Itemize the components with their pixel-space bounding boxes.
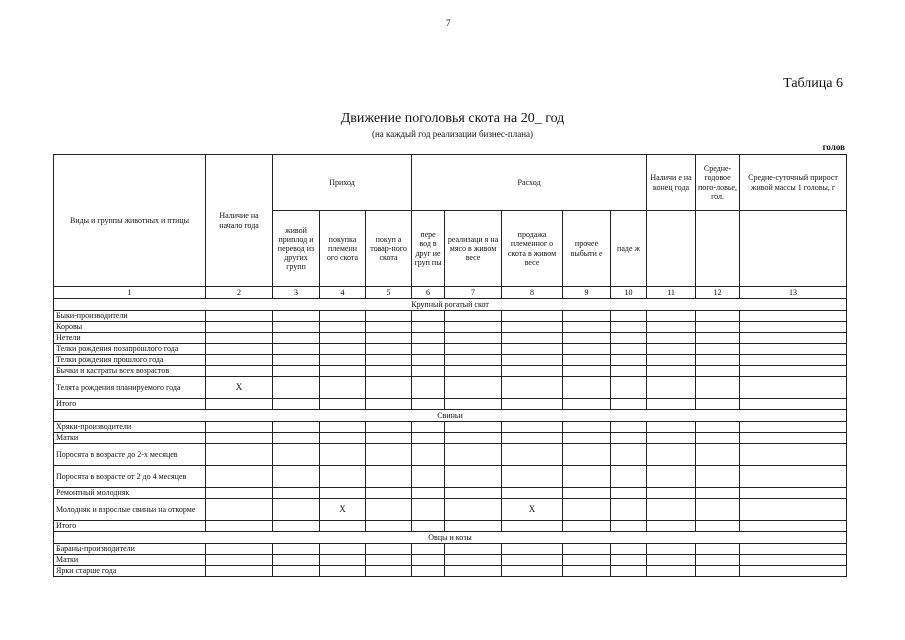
table-cell[interactable] [502, 311, 563, 322]
table-cell[interactable] [502, 433, 563, 444]
column-number: 12 [696, 287, 740, 299]
table-cell[interactable] [366, 422, 412, 433]
table-cell[interactable] [412, 355, 445, 366]
table-row [54, 555, 847, 566]
table-cell[interactable] [563, 422, 611, 433]
table-cell[interactable] [366, 344, 412, 355]
table-cell[interactable] [563, 377, 611, 399]
row-name: Телки рождения прошлого года [54, 355, 206, 366]
table-cell[interactable] [445, 377, 502, 399]
table-cell[interactable] [696, 433, 740, 444]
table-cell[interactable] [445, 488, 502, 499]
table-cell[interactable] [611, 433, 647, 444]
table-cell[interactable] [740, 466, 847, 488]
table-cell[interactable] [611, 399, 647, 410]
table-cell[interactable] [647, 366, 696, 377]
table-row [54, 377, 847, 399]
table-cell[interactable] [611, 499, 647, 521]
table-cell[interactable] [445, 322, 502, 333]
table-row [54, 433, 847, 444]
table-cell[interactable] [647, 311, 696, 322]
table-cell[interactable] [611, 366, 647, 377]
row-name: Нетели [54, 333, 206, 344]
table-cell[interactable] [502, 377, 563, 399]
table-cell[interactable] [502, 466, 563, 488]
table-cell[interactable] [206, 433, 273, 444]
column-number-row [54, 287, 847, 299]
table-cell[interactable] [696, 322, 740, 333]
table-cell[interactable] [740, 499, 847, 521]
header-expense-other: прочее выбыти е [563, 211, 611, 287]
table-cell[interactable] [696, 544, 740, 555]
column-number: 11 [647, 287, 696, 299]
table-cell[interactable] [563, 444, 611, 466]
table-cell[interactable] [206, 399, 273, 410]
row-name: Бараны-производители [54, 544, 206, 555]
table-cell[interactable] [366, 399, 412, 410]
section-row [54, 532, 847, 544]
excluded-mark[interactable]: Х [502, 499, 563, 521]
table-cell[interactable] [273, 311, 320, 322]
column-number: 5 [366, 287, 412, 299]
column-number: 1 [54, 287, 206, 299]
table-row [54, 422, 847, 433]
table-cell[interactable] [320, 466, 366, 488]
table-cell[interactable] [696, 399, 740, 410]
table-cell[interactable] [445, 355, 502, 366]
table-cell[interactable] [206, 311, 273, 322]
table-cell[interactable] [696, 366, 740, 377]
table-cell[interactable] [206, 355, 273, 366]
table-cell[interactable] [273, 488, 320, 499]
header-avg-year: Средне-годовое пого-ловье, гол. [696, 155, 740, 211]
table-cell[interactable] [273, 555, 320, 566]
row-name: Телята рождения планируемого года [54, 377, 206, 399]
table-cell[interactable] [206, 422, 273, 433]
row-name: Поросята в возрасте до 2-х месяцев [54, 444, 206, 466]
table-cell[interactable] [647, 344, 696, 355]
row-name: Итого [54, 521, 206, 532]
table-cell[interactable] [412, 466, 445, 488]
table-cell[interactable] [740, 566, 847, 577]
table-cell[interactable] [273, 544, 320, 555]
header-income-commodity: покуп а товар-ного скота [366, 211, 412, 287]
table-cell[interactable] [563, 566, 611, 577]
table-cell[interactable] [273, 466, 320, 488]
table-cell[interactable] [206, 333, 273, 344]
table-cell[interactable] [502, 355, 563, 366]
section-row [54, 299, 847, 311]
column-number: 7 [445, 287, 502, 299]
table-cell[interactable] [273, 499, 320, 521]
row-name: Быки-производители [54, 311, 206, 322]
table-cell[interactable] [740, 399, 847, 410]
table-cell[interactable] [647, 499, 696, 521]
table-cell[interactable] [206, 322, 273, 333]
table-cell[interactable] [273, 521, 320, 532]
table-cell[interactable] [563, 311, 611, 322]
page-number: 7 [446, 18, 451, 28]
row-name: Телки рождения позапрошлого года [54, 344, 206, 355]
table-cell[interactable] [445, 566, 502, 577]
table-cell[interactable] [502, 444, 563, 466]
table-cell[interactable] [412, 566, 445, 577]
table-cell[interactable] [502, 333, 563, 344]
table-cell[interactable] [366, 555, 412, 566]
row-name: Ремонтный молодняк [54, 488, 206, 499]
column-number: 4 [320, 287, 366, 299]
table-cell[interactable] [611, 466, 647, 488]
table-row [54, 499, 847, 521]
table-cell[interactable] [320, 566, 366, 577]
table-cell[interactable] [412, 333, 445, 344]
header-expense-death: паде ж [611, 211, 647, 287]
row-name: Коровы [54, 322, 206, 333]
table-cell[interactable] [366, 488, 412, 499]
table-cell[interactable] [647, 422, 696, 433]
table-cell[interactable] [366, 499, 412, 521]
table-cell[interactable] [445, 422, 502, 433]
header-end-blank [647, 211, 696, 287]
table-cell[interactable] [563, 322, 611, 333]
table-cell[interactable] [502, 422, 563, 433]
table-cell[interactable] [366, 544, 412, 555]
table-cell[interactable] [445, 521, 502, 532]
table-row [54, 466, 847, 488]
table-row [54, 311, 847, 322]
table-cell[interactable] [740, 433, 847, 444]
table-cell[interactable] [611, 344, 647, 355]
table-cell[interactable] [611, 521, 647, 532]
table-cell[interactable] [445, 399, 502, 410]
table-cell[interactable] [740, 322, 847, 333]
section-title: Крупный рогатый скот [54, 299, 847, 311]
table-cell[interactable] [273, 433, 320, 444]
table-cell[interactable] [740, 555, 847, 566]
table-cell[interactable] [611, 488, 647, 499]
table-cell[interactable] [412, 444, 445, 466]
table-cell[interactable] [647, 555, 696, 566]
table-cell[interactable] [320, 344, 366, 355]
table-cell[interactable] [445, 366, 502, 377]
header-start: Наличие на начало года [206, 155, 273, 287]
table-cell[interactable] [445, 544, 502, 555]
table-cell[interactable] [412, 399, 445, 410]
table-cell[interactable] [696, 521, 740, 532]
table-cell[interactable] [206, 466, 273, 488]
table-cell[interactable] [563, 399, 611, 410]
table-cell[interactable] [366, 444, 412, 466]
row-name: Хряки-производители [54, 422, 206, 433]
table-cell[interactable] [320, 422, 366, 433]
table-cell[interactable] [647, 377, 696, 399]
header-avg-daily: Средне-суточный прирост живой массы 1 головы, г [740, 155, 847, 211]
column-number: 10 [611, 287, 647, 299]
table-cell[interactable] [502, 344, 563, 355]
table-cell[interactable] [647, 399, 696, 410]
row-name: Матки [54, 433, 206, 444]
table-cell[interactable] [320, 544, 366, 555]
table-cell[interactable] [445, 333, 502, 344]
table-cell[interactable] [740, 333, 847, 344]
table-cell[interactable] [563, 355, 611, 366]
table-cell[interactable] [412, 488, 445, 499]
table-row [54, 344, 847, 355]
table-cell[interactable] [366, 355, 412, 366]
table-cell[interactable] [502, 399, 563, 410]
table-cell[interactable] [412, 344, 445, 355]
table-cell[interactable] [273, 333, 320, 344]
table-cell[interactable] [740, 366, 847, 377]
row-name: Бычки и кастраты всех возрастов [54, 366, 206, 377]
table-cell[interactable] [740, 355, 847, 366]
table-cell[interactable] [502, 322, 563, 333]
table-cell[interactable] [320, 311, 366, 322]
table-cell[interactable] [412, 377, 445, 399]
table-cell[interactable] [563, 344, 611, 355]
table-cell[interactable] [366, 433, 412, 444]
table-cell[interactable] [611, 544, 647, 555]
document-subtitle: (на каждый год реализации бизнес-плана) [371, 129, 534, 139]
table-cell[interactable] [611, 566, 647, 577]
table-cell[interactable] [563, 521, 611, 532]
table-cell[interactable] [611, 322, 647, 333]
header-expense-transfer: пере вод в друг ие груп пы [412, 211, 445, 287]
table-cell[interactable] [366, 311, 412, 322]
table-cell[interactable] [647, 566, 696, 577]
table-cell[interactable] [273, 322, 320, 333]
table-cell[interactable] [320, 333, 366, 344]
table-row [54, 399, 847, 410]
table-cell[interactable] [206, 555, 273, 566]
table-cell[interactable] [206, 544, 273, 555]
table-cell[interactable] [366, 366, 412, 377]
table-cell[interactable] [366, 333, 412, 344]
table-cell[interactable] [563, 544, 611, 555]
table-cell[interactable] [366, 322, 412, 333]
table-cell[interactable] [740, 544, 847, 555]
table-cell[interactable] [696, 555, 740, 566]
table-cell[interactable] [412, 499, 445, 521]
table-row [54, 355, 847, 366]
table-row [54, 333, 847, 344]
header-income-birth: живой приплод и перевод из других групп [273, 211, 320, 287]
header-income-breeding: покупка племенн ого скота [320, 211, 366, 287]
header-expense-breeding-sale: продажа племенног о скота в живом весе [502, 211, 563, 287]
excluded-mark[interactable]: Х [320, 499, 366, 521]
table-cell[interactable] [696, 377, 740, 399]
table-cell[interactable] [740, 344, 847, 355]
header-avg-daily-blank [740, 211, 847, 287]
table-cell[interactable] [696, 566, 740, 577]
document-title: Движение поголовья скота на 20_ год [340, 111, 565, 126]
table-cell[interactable] [647, 544, 696, 555]
table-cell[interactable] [647, 355, 696, 366]
table-cell[interactable] [563, 466, 611, 488]
table-cell[interactable] [502, 544, 563, 555]
table-cell[interactable] [647, 466, 696, 488]
table-row [54, 322, 847, 333]
row-name: Ярки старше года [54, 566, 206, 577]
table-cell[interactable] [206, 566, 273, 577]
table-row [54, 444, 847, 466]
table-cell[interactable] [740, 377, 847, 399]
table-cell[interactable] [206, 344, 273, 355]
table-cell[interactable] [696, 444, 740, 466]
table-cell[interactable] [647, 444, 696, 466]
table-cell[interactable] [563, 333, 611, 344]
table-cell[interactable] [445, 499, 502, 521]
header-avg-year-blank [696, 211, 740, 287]
table-cell[interactable] [320, 433, 366, 444]
table-body [54, 299, 847, 577]
table-cell[interactable] [611, 377, 647, 399]
table-cell[interactable] [696, 344, 740, 355]
table-cell[interactable] [696, 311, 740, 322]
table-cell[interactable] [611, 444, 647, 466]
table-cell[interactable] [412, 422, 445, 433]
table-cell[interactable] [206, 366, 273, 377]
table-label: Таблица 6 [783, 76, 843, 91]
table-cell[interactable] [696, 488, 740, 499]
row-name: Поросята в возрасте от 2 до 4 месяцев [54, 466, 206, 488]
table-cell[interactable] [273, 355, 320, 366]
table-cell[interactable] [696, 355, 740, 366]
unit-label: голов [822, 142, 845, 152]
table-cell[interactable] [563, 433, 611, 444]
table-cell[interactable] [366, 521, 412, 532]
table-cell[interactable] [611, 311, 647, 322]
table-cell[interactable] [502, 555, 563, 566]
livestock-movement-table [53, 154, 847, 577]
table-row [54, 521, 847, 532]
table-cell[interactable] [647, 521, 696, 532]
table-row [54, 366, 847, 377]
table-cell[interactable] [647, 333, 696, 344]
table-cell[interactable] [563, 488, 611, 499]
section-row [54, 410, 847, 422]
header-end: Наличи е на конец года [647, 155, 696, 211]
table-cell[interactable] [740, 521, 847, 532]
table-cell[interactable] [412, 366, 445, 377]
header-species: Виды и группы животных и птицы [54, 155, 206, 287]
table-cell[interactable] [320, 366, 366, 377]
table-cell[interactable] [647, 433, 696, 444]
table-cell[interactable] [320, 399, 366, 410]
table-cell[interactable] [445, 344, 502, 355]
column-number: 6 [412, 287, 445, 299]
table-cell[interactable] [412, 433, 445, 444]
table-row [54, 488, 847, 499]
table-cell[interactable] [273, 444, 320, 466]
table-cell[interactable] [611, 333, 647, 344]
table-cell[interactable] [206, 444, 273, 466]
table-cell[interactable] [412, 311, 445, 322]
table-cell[interactable] [445, 311, 502, 322]
table-cell[interactable] [445, 444, 502, 466]
table-cell[interactable] [320, 322, 366, 333]
row-name: Молодняк и взрослые свиньи на откорме [54, 499, 206, 521]
row-name: Итого [54, 399, 206, 410]
excluded-mark[interactable]: Х [206, 377, 273, 399]
column-number: 9 [563, 287, 611, 299]
table-cell[interactable] [502, 366, 563, 377]
table-cell[interactable] [502, 566, 563, 577]
table-cell[interactable] [696, 499, 740, 521]
table-cell[interactable] [273, 366, 320, 377]
table-cell[interactable] [502, 488, 563, 499]
section-title: Свиньи [54, 410, 847, 422]
table-cell[interactable] [366, 566, 412, 577]
table-cell[interactable] [412, 555, 445, 566]
table-cell[interactable] [445, 433, 502, 444]
table-cell[interactable] [366, 377, 412, 399]
table-cell[interactable] [273, 377, 320, 399]
table-cell[interactable] [206, 499, 273, 521]
table-cell[interactable] [273, 422, 320, 433]
table-cell[interactable] [611, 422, 647, 433]
column-number: 8 [502, 287, 563, 299]
table-cell[interactable] [696, 466, 740, 488]
header-expense: Расход [412, 155, 647, 211]
table-cell[interactable] [320, 355, 366, 366]
table-cell[interactable] [412, 544, 445, 555]
table-cell[interactable] [563, 366, 611, 377]
table-cell[interactable] [445, 555, 502, 566]
table-cell[interactable] [611, 355, 647, 366]
table-cell[interactable] [740, 444, 847, 466]
table-cell[interactable] [206, 488, 273, 499]
table-cell[interactable] [412, 521, 445, 532]
table-row [54, 566, 847, 577]
table-cell[interactable] [273, 344, 320, 355]
table-cell[interactable] [366, 466, 412, 488]
table-cell[interactable] [320, 555, 366, 566]
table-cell[interactable] [740, 488, 847, 499]
table-cell[interactable] [696, 333, 740, 344]
table-cell[interactable] [320, 377, 366, 399]
table-cell[interactable] [320, 444, 366, 466]
table-cell[interactable] [206, 521, 273, 532]
section-title: Овцы и козы [54, 532, 847, 544]
table-cell[interactable] [740, 422, 847, 433]
table-cell[interactable] [412, 322, 445, 333]
column-number: 3 [273, 287, 320, 299]
table-row [54, 544, 847, 555]
row-name: Матки [54, 555, 206, 566]
table-cell[interactable] [740, 311, 847, 322]
table-cell[interactable] [696, 422, 740, 433]
table-cell[interactable] [563, 555, 611, 566]
table-cell[interactable] [273, 399, 320, 410]
column-number: 2 [206, 287, 273, 299]
column-number: 13 [740, 287, 847, 299]
header-expense-meat: реализаци я на мясо в живом весе [445, 211, 502, 287]
table-cell[interactable] [320, 488, 366, 499]
table-cell[interactable] [611, 555, 647, 566]
header-income: Приход [273, 155, 412, 211]
table-cell[interactable] [647, 488, 696, 499]
table-cell[interactable] [320, 521, 366, 532]
table-cell[interactable] [647, 322, 696, 333]
table-cell[interactable] [445, 466, 502, 488]
table-cell[interactable] [502, 521, 563, 532]
table-cell[interactable] [563, 499, 611, 521]
table-cell[interactable] [273, 566, 320, 577]
